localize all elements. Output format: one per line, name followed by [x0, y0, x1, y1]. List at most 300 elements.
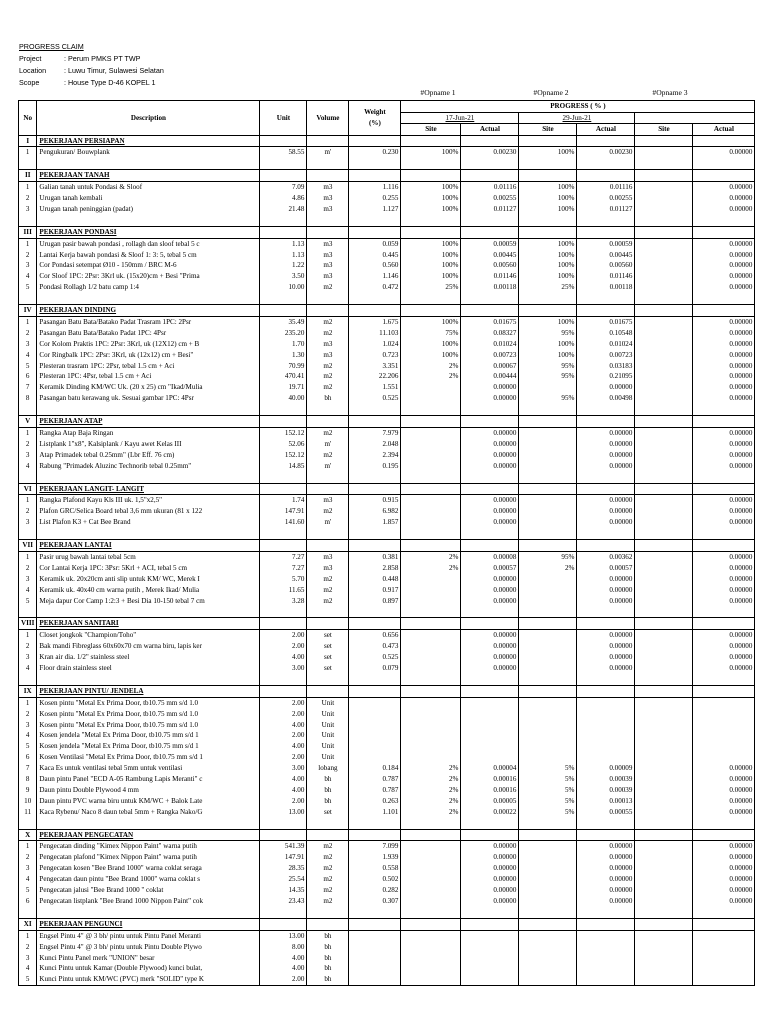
- table-row: [19, 763, 755, 774]
- item-weight: 1.101: [349, 807, 401, 818]
- item-site-1: [401, 896, 461, 907]
- section-empty-cell: [577, 416, 635, 428]
- scope-line: [19, 77, 156, 88]
- item-no: 10: [19, 796, 37, 807]
- section-empty-cell: [307, 618, 349, 630]
- opname-3-date: [635, 112, 755, 124]
- col-site-2: Site: [519, 124, 577, 136]
- item-site-3: [635, 974, 693, 985]
- item-site-3: [635, 596, 693, 607]
- item-no: 7: [19, 382, 37, 393]
- item-description: Floor drain stainless steel: [37, 663, 260, 674]
- item-no: 2: [19, 942, 37, 953]
- item-no: 1: [19, 495, 37, 506]
- item-actual-3: 0.00000: [693, 663, 755, 674]
- item-volume: 1.74: [260, 495, 307, 506]
- item-site-2: 95%: [519, 393, 577, 404]
- item-unit: bh: [307, 942, 349, 953]
- item-actual-2: 0.00000: [577, 517, 635, 528]
- spacer-cell: [519, 907, 577, 918]
- item-actual-3: 0.00000: [693, 260, 755, 271]
- section-empty-cell: [349, 135, 401, 147]
- col-unit: Unit: [260, 101, 307, 136]
- item-actual-1: 0.00000: [461, 461, 519, 472]
- item-site-3: [635, 371, 693, 382]
- section-empty-cell: [693, 829, 755, 841]
- item-volume: 1.30: [260, 350, 307, 361]
- item-unit: m2: [307, 316, 349, 327]
- item-weight: 1.146: [349, 271, 401, 282]
- location-label: Location: [19, 66, 47, 75]
- section-row: [19, 918, 755, 930]
- spacer-cell: [19, 674, 37, 685]
- section-title: PEKERJAAN PERSIAPAN: [37, 135, 260, 147]
- item-site-3: [635, 350, 693, 361]
- item-site-1: [401, 461, 461, 472]
- section-empty-cell: [519, 305, 577, 317]
- item-unit: set: [307, 630, 349, 641]
- item-actual-3: 0.00000: [693, 147, 755, 158]
- item-site-2: 95%: [519, 551, 577, 562]
- table-row: [19, 942, 755, 953]
- item-actual-1: 0.00000: [461, 495, 519, 506]
- item-site-1: [401, 930, 461, 941]
- item-description: Urugan tanah kembali: [37, 193, 260, 204]
- item-actual-1: 0.01146: [461, 271, 519, 282]
- item-unit: m': [307, 461, 349, 472]
- table-row: [19, 371, 755, 382]
- spacer-cell: [519, 606, 577, 617]
- item-actual-3: [693, 974, 755, 985]
- item-site-2: [519, 885, 577, 896]
- item-actual-2: 0.00000: [577, 461, 635, 472]
- section-empty-cell: [461, 170, 519, 182]
- item-no: 3: [19, 953, 37, 964]
- item-site-3: [635, 774, 693, 785]
- item-volume: 25.54: [260, 874, 307, 885]
- spacer-cell: [693, 215, 755, 226]
- section-row: [19, 305, 755, 317]
- item-weight: 0.525: [349, 652, 401, 663]
- spacer-cell: [577, 158, 635, 169]
- section-empty-cell: [260, 416, 307, 428]
- item-weight: 0.560: [349, 260, 401, 271]
- table-row: [19, 182, 755, 193]
- item-weight: 0.525: [349, 393, 401, 404]
- spacer-row: [19, 215, 755, 226]
- item-site-1: [401, 428, 461, 439]
- item-unit: bh: [307, 953, 349, 964]
- item-weight: 0.897: [349, 596, 401, 607]
- item-actual-1: [461, 720, 519, 731]
- item-actual-2: [577, 730, 635, 741]
- item-site-2: [519, 439, 577, 450]
- item-site-1: [401, 963, 461, 974]
- item-site-1: [401, 630, 461, 641]
- item-no: 4: [19, 271, 37, 282]
- section-number: VIII: [19, 618, 37, 630]
- section-empty-cell: [307, 540, 349, 552]
- item-unit: bh: [307, 963, 349, 974]
- item-actual-2: 0.00000: [577, 841, 635, 852]
- item-no: 3: [19, 204, 37, 215]
- spacer-cell: [37, 404, 260, 415]
- item-site-1: [401, 863, 461, 874]
- item-actual-2: [577, 752, 635, 763]
- item-unit: Unit: [307, 752, 349, 763]
- spacer-cell: [260, 404, 307, 415]
- section-title: PEKERJAAN PENGUNCI: [37, 918, 260, 930]
- item-no: 1: [19, 182, 37, 193]
- item-actual-3: 0.00000: [693, 785, 755, 796]
- item-weight: 0.473: [349, 641, 401, 652]
- item-weight: [349, 974, 401, 985]
- table-row: [19, 393, 755, 404]
- section-empty-cell: [519, 685, 577, 697]
- item-site-1: 2%: [401, 774, 461, 785]
- item-actual-1: [461, 963, 519, 974]
- section-empty-cell: [577, 305, 635, 317]
- item-unit: m2: [307, 874, 349, 885]
- item-volume: 58.55: [260, 147, 307, 158]
- item-no: 5: [19, 596, 37, 607]
- item-actual-2: 0.00118: [577, 282, 635, 293]
- spacer-cell: [19, 528, 37, 539]
- item-site-2: [519, 896, 577, 907]
- spacer-cell: [260, 158, 307, 169]
- item-weight: 2.394: [349, 450, 401, 461]
- spacer-cell: [635, 528, 693, 539]
- section-number: IV: [19, 305, 37, 317]
- table-row: [19, 885, 755, 896]
- spacer-row: [19, 606, 755, 617]
- item-volume: 2.00: [260, 730, 307, 741]
- item-actual-1: 0.01127: [461, 204, 519, 215]
- table-row: [19, 785, 755, 796]
- item-volume: 4.00: [260, 720, 307, 731]
- item-site-1: 2%: [401, 371, 461, 382]
- spacer-row: [19, 293, 755, 304]
- item-no: 5: [19, 282, 37, 293]
- section-number: II: [19, 170, 37, 182]
- item-site-2: 2%: [519, 563, 577, 574]
- table-row: [19, 796, 755, 807]
- table-row: [19, 841, 755, 852]
- item-description: Urugan pasir bawah pondasi , rollagh dan sloof tebal 5 c: [37, 238, 260, 249]
- item-actual-2: 0.21095: [577, 371, 635, 382]
- item-unit: m3: [307, 193, 349, 204]
- opname-3-label: #Opname 3: [652, 88, 688, 97]
- item-weight: 1.127: [349, 204, 401, 215]
- item-description: Bak mandi Fibreglass 60x60x70 cm warna biru, lapis ker: [37, 641, 260, 652]
- item-unit: m': [307, 147, 349, 158]
- item-site-2: [519, 495, 577, 506]
- item-actual-2: 0.00039: [577, 774, 635, 785]
- item-volume: 3.00: [260, 763, 307, 774]
- section-empty-cell: [401, 170, 461, 182]
- item-site-3: [635, 250, 693, 261]
- section-empty-cell: [307, 226, 349, 238]
- item-site-2: [519, 585, 577, 596]
- item-actual-3: 0.00000: [693, 382, 755, 393]
- section-empty-cell: [461, 483, 519, 495]
- item-site-3: [635, 896, 693, 907]
- item-description: Kaca Es untuk ventilasi tebal 5mm untuk ventilasi: [37, 763, 260, 774]
- item-site-1: 100%: [401, 271, 461, 282]
- item-actual-1: 0.00118: [461, 282, 519, 293]
- table-row: [19, 147, 755, 158]
- section-empty-cell: [635, 685, 693, 697]
- item-unit: Unit: [307, 741, 349, 752]
- spacer-cell: [693, 404, 755, 415]
- item-actual-1: 0.01024: [461, 339, 519, 350]
- item-no: 9: [19, 785, 37, 796]
- section-empty-cell: [461, 416, 519, 428]
- section-empty-cell: [635, 540, 693, 552]
- item-actual-3: 0.00000: [693, 852, 755, 863]
- section-empty-cell: [693, 483, 755, 495]
- item-site-3: [635, 574, 693, 585]
- item-site-3: [635, 439, 693, 450]
- item-actual-3: [693, 930, 755, 941]
- table-row: [19, 382, 755, 393]
- spacer-row: [19, 472, 755, 483]
- table-row: [19, 316, 755, 327]
- section-empty-cell: [260, 618, 307, 630]
- item-volume: 70.99: [260, 361, 307, 372]
- table-row: [19, 428, 755, 439]
- item-unit: m3: [307, 260, 349, 271]
- item-weight: [349, 720, 401, 731]
- item-no: 1: [19, 841, 37, 852]
- item-description: Kosen pintu "Metal Ex Prima Door, tb10.75 mm s/d 1.0: [37, 720, 260, 731]
- item-description: Pasir urug bawah lantai tebal 5cm: [37, 551, 260, 562]
- item-site-3: [635, 316, 693, 327]
- item-unit: m2: [307, 382, 349, 393]
- item-site-3: [635, 697, 693, 708]
- item-description: Cor Lantai Kerja 1PC: 3Psr: 5Krl + ACI, tebal 5 cm: [37, 563, 260, 574]
- item-actual-1: [461, 752, 519, 763]
- section-empty-cell: [519, 416, 577, 428]
- item-actual-1: 0.00016: [461, 774, 519, 785]
- item-unit: m3: [307, 204, 349, 215]
- item-unit: m3: [307, 495, 349, 506]
- section-empty-cell: [635, 918, 693, 930]
- item-actual-2: [577, 974, 635, 985]
- item-actual-3: [693, 953, 755, 964]
- item-no: 6: [19, 896, 37, 907]
- section-empty-cell: [461, 829, 519, 841]
- item-site-1: [401, 720, 461, 731]
- spacer-cell: [37, 818, 260, 829]
- table-row: [19, 260, 755, 271]
- item-site-2: 100%: [519, 238, 577, 249]
- item-site-2: 95%: [519, 328, 577, 339]
- item-site-1: [401, 730, 461, 741]
- project-label: Project: [19, 54, 42, 63]
- section-empty-cell: [401, 918, 461, 930]
- item-actual-3: 0.00000: [693, 874, 755, 885]
- item-volume: 13.00: [260, 807, 307, 818]
- item-volume: 2.00: [260, 697, 307, 708]
- item-volume: 147.91: [260, 852, 307, 863]
- section-empty-cell: [260, 226, 307, 238]
- item-actual-2: 0.00039: [577, 785, 635, 796]
- item-weight: 3.351: [349, 361, 401, 372]
- item-actual-1: 0.00022: [461, 807, 519, 818]
- item-actual-3: 0.00000: [693, 630, 755, 641]
- spacer-cell: [260, 472, 307, 483]
- table-row: [19, 774, 755, 785]
- item-actual-2: 0.00000: [577, 382, 635, 393]
- item-no: 3: [19, 339, 37, 350]
- spacer-cell: [307, 404, 349, 415]
- spacer-cell: [635, 818, 693, 829]
- item-site-3: [635, 930, 693, 941]
- item-weight: 0.445: [349, 250, 401, 261]
- item-no: 11: [19, 807, 37, 818]
- table-row: [19, 439, 755, 450]
- item-volume: 147.91: [260, 506, 307, 517]
- spacer-cell: [401, 674, 461, 685]
- item-description: Daun pintu PVC warna biru untuk KM/WC + Balok Late: [37, 796, 260, 807]
- item-weight: 2.048: [349, 439, 401, 450]
- item-actual-2: 0.00000: [577, 652, 635, 663]
- item-actual-2: [577, 709, 635, 720]
- item-description: Cor Sloof 1PC: 2Psr: 3Krl uk. (15x20)cm + Besi "Prima: [37, 271, 260, 282]
- item-no: 5: [19, 741, 37, 752]
- spacer-cell: [693, 472, 755, 483]
- col-site-3: Site: [635, 124, 693, 136]
- item-actual-1: 0.00000: [461, 663, 519, 674]
- item-site-2: [519, 517, 577, 528]
- section-title: PEKERJAAN ATAP: [37, 416, 260, 428]
- item-site-3: [635, 517, 693, 528]
- item-actual-3: 0.00000: [693, 393, 755, 404]
- spacer-cell: [19, 818, 37, 829]
- spacer-cell: [260, 907, 307, 918]
- item-actual-3: 0.00000: [693, 841, 755, 852]
- item-volume: 40.00: [260, 393, 307, 404]
- section-empty-cell: [635, 416, 693, 428]
- item-actual-2: 0.00000: [577, 630, 635, 641]
- item-description: Meja dapur Cor Camp 1:2:3 + Besi Dia 10-150 tebal 7 cm: [37, 596, 260, 607]
- spacer-cell: [37, 158, 260, 169]
- item-description: Pengukuran/ Bouwplank: [37, 147, 260, 158]
- section-title: PEKERJAAN DINDING: [37, 305, 260, 317]
- item-no: 1: [19, 147, 37, 158]
- table-row: [19, 852, 755, 863]
- section-empty-cell: [401, 618, 461, 630]
- item-actual-1: 0.00000: [461, 863, 519, 874]
- item-actual-3: 0.00000: [693, 450, 755, 461]
- item-actual-2: 0.00362: [577, 551, 635, 562]
- item-description: Pasangan Batu Bata/Batako Padat Trasram 1PC: 2Psr: [37, 316, 260, 327]
- item-weight: 0.656: [349, 630, 401, 641]
- item-unit: m3: [307, 271, 349, 282]
- spacer-cell: [461, 674, 519, 685]
- section-empty-cell: [307, 918, 349, 930]
- item-actual-2: 0.00000: [577, 439, 635, 450]
- item-weight: [349, 697, 401, 708]
- item-site-2: [519, 852, 577, 863]
- item-volume: 4.00: [260, 953, 307, 964]
- item-actual-3: [693, 697, 755, 708]
- item-site-1: [401, 663, 461, 674]
- item-no: 1: [19, 630, 37, 641]
- item-actual-3: 0.00000: [693, 596, 755, 607]
- table-row: [19, 652, 755, 663]
- item-site-3: [635, 382, 693, 393]
- spacer-cell: [635, 404, 693, 415]
- item-site-2: 100%: [519, 271, 577, 282]
- spacer-cell: [635, 293, 693, 304]
- item-site-2: [519, 752, 577, 763]
- item-weight: 0.723: [349, 350, 401, 361]
- item-no: 2: [19, 641, 37, 652]
- scope-label: Scope: [19, 78, 40, 87]
- item-unit: m2: [307, 585, 349, 596]
- item-actual-2: 0.00000: [577, 863, 635, 874]
- table-row: [19, 807, 755, 818]
- item-site-3: [635, 271, 693, 282]
- item-weight: [349, 730, 401, 741]
- item-site-2: [519, 574, 577, 585]
- item-site-2: 100%: [519, 204, 577, 215]
- item-site-2: 100%: [519, 147, 577, 158]
- item-actual-2: [577, 930, 635, 941]
- item-weight: [349, 741, 401, 752]
- spacer-cell: [349, 404, 401, 415]
- item-volume: 4.86: [260, 193, 307, 204]
- section-empty-cell: [461, 305, 519, 317]
- item-actual-1: 0.00000: [461, 641, 519, 652]
- item-actual-3: 0.00000: [693, 182, 755, 193]
- item-site-2: [519, 730, 577, 741]
- item-site-1: 2%: [401, 551, 461, 562]
- section-number: V: [19, 416, 37, 428]
- item-no: 5: [19, 885, 37, 896]
- item-actual-2: 0.00000: [577, 506, 635, 517]
- item-actual-2: [577, 720, 635, 731]
- spacer-cell: [37, 606, 260, 617]
- item-site-1: [401, 641, 461, 652]
- item-unit: m2: [307, 282, 349, 293]
- item-site-2: [519, 641, 577, 652]
- item-actual-3: 0.00000: [693, 517, 755, 528]
- item-description: Rangka Plafond Kayu Kls III uk. 1,5"x2,5": [37, 495, 260, 506]
- spacer-cell: [260, 215, 307, 226]
- item-volume: 1.70: [260, 339, 307, 350]
- item-actual-2: 0.00723: [577, 350, 635, 361]
- item-description: Kosen jendela "Metal Ex Prima Door, tb10.75 mm s/d 1: [37, 730, 260, 741]
- section-title: PEKERJAAN SANITARI: [37, 618, 260, 630]
- item-actual-3: 0.00000: [693, 807, 755, 818]
- item-no: 8: [19, 393, 37, 404]
- item-volume: 7.09: [260, 182, 307, 193]
- item-site-1: [401, 393, 461, 404]
- item-unit: m': [307, 517, 349, 528]
- item-no: 6: [19, 752, 37, 763]
- section-empty-cell: [349, 170, 401, 182]
- section-empty-cell: [461, 918, 519, 930]
- opname-2-label: #Opname 2: [533, 88, 569, 97]
- item-site-1: 75%: [401, 328, 461, 339]
- item-weight: 0.472: [349, 282, 401, 293]
- item-weight: 6.982: [349, 506, 401, 517]
- spacer-cell: [307, 158, 349, 169]
- section-title: PEKERJAAN PENGECATAN: [37, 829, 260, 841]
